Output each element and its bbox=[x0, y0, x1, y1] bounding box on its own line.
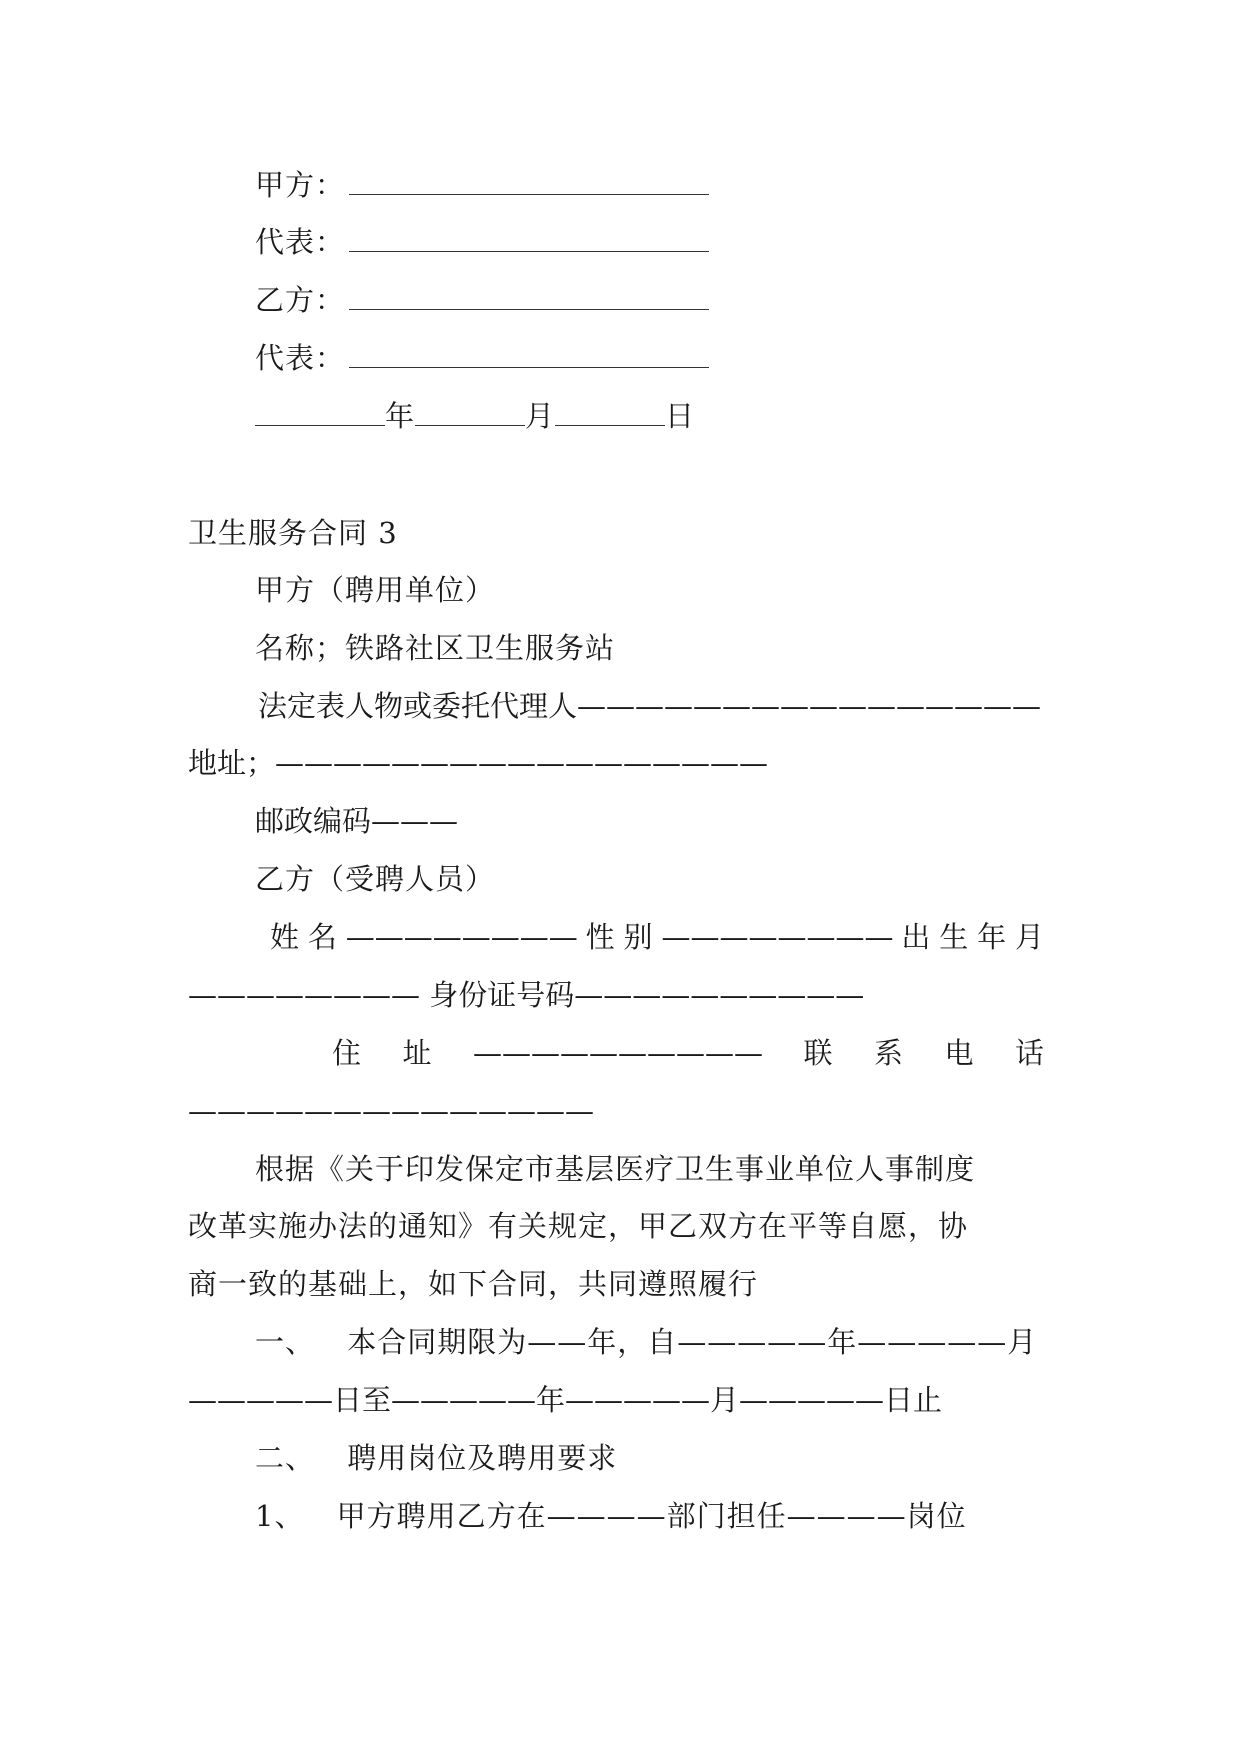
personal-word: 月 bbox=[1014, 920, 1045, 954]
personal-info-row bbox=[270, 917, 1045, 957]
personal-word: 姓 bbox=[270, 920, 301, 954]
personal-word: 生 bbox=[939, 920, 970, 954]
gender-blank: ———————— bbox=[661, 920, 894, 954]
body-line-3: 商一致的基础上，如下合同，共同遵照履行 bbox=[188, 1267, 759, 1301]
year-label: 年 bbox=[385, 399, 416, 433]
name-line: 名称；铁路社区卫生服务站 bbox=[255, 631, 616, 665]
address-line: 地址；————————————————— bbox=[188, 746, 769, 780]
signature-party-b bbox=[255, 280, 709, 320]
residence-cont: —————————————— bbox=[188, 1094, 594, 1128]
residence-row bbox=[332, 1033, 1045, 1073]
day-blank bbox=[555, 399, 665, 426]
name-blank: ———————— bbox=[345, 920, 578, 954]
signature-date bbox=[255, 396, 695, 436]
term-2-line bbox=[255, 1438, 617, 1478]
rep-2-label: 代表： bbox=[255, 341, 346, 375]
party-b-blank bbox=[349, 283, 709, 310]
party-a-blank bbox=[349, 168, 709, 195]
item-1-text: 甲方聘用乙方在————部门担任————岗位 bbox=[336, 1499, 967, 1533]
month-label: 月 bbox=[525, 399, 556, 433]
legal-rep-line: 法定表人物或委托代理人———————————————— bbox=[258, 689, 1042, 723]
day-label: 日 bbox=[665, 399, 696, 433]
term-2-number: 二、 bbox=[255, 1441, 316, 1475]
party-b-heading: 乙方（受聘人员） bbox=[255, 862, 496, 896]
party-a-heading: 甲方（聘用单位） bbox=[255, 573, 496, 607]
term-1-line bbox=[255, 1322, 1037, 1362]
residence-word: 住 bbox=[332, 1036, 363, 1070]
signature-rep-2 bbox=[255, 338, 709, 378]
residence-word: 话 bbox=[1014, 1036, 1045, 1070]
personal-word: 别 bbox=[623, 920, 654, 954]
party-a-label: 甲方： bbox=[255, 168, 346, 202]
personal-word: 出 bbox=[901, 920, 932, 954]
personal-word: 性 bbox=[585, 920, 616, 954]
personal-info-cont: ———————— 身份证号码—————————— bbox=[188, 978, 865, 1012]
body-line-2: 改革实施办法的通知》有关规定，甲乙双方在平等自愿，协 bbox=[188, 1209, 969, 1243]
personal-word: 年 bbox=[977, 920, 1008, 954]
term-1-number: 一、 bbox=[255, 1325, 316, 1359]
personal-word: 名 bbox=[307, 920, 338, 954]
postal-line: 邮政编码——— bbox=[255, 804, 459, 838]
term-2-text: 聘用岗位及聘用要求 bbox=[347, 1441, 618, 1475]
residence-word: 电 bbox=[944, 1036, 975, 1070]
residence-word: 联 bbox=[803, 1036, 834, 1070]
item-1-number: 1、 bbox=[255, 1499, 305, 1533]
body-line-1: 根据《关于印发保定市基层医疗卫生事业单位人事制度 bbox=[255, 1152, 976, 1186]
term-1-text: 本合同期限为——年，自—————年—————月 bbox=[347, 1325, 1038, 1359]
signature-rep-1 bbox=[255, 222, 709, 262]
rep-1-blank bbox=[349, 225, 709, 252]
year-blank bbox=[255, 399, 385, 426]
residence-word: 址 bbox=[402, 1036, 433, 1070]
item-1-line bbox=[255, 1496, 967, 1536]
rep-2-blank bbox=[349, 341, 709, 368]
party-b-label: 乙方： bbox=[255, 283, 346, 317]
month-blank bbox=[415, 399, 525, 426]
rep-1-label: 代表： bbox=[255, 225, 346, 259]
term-1-cont: —————日至—————年—————月—————日止 bbox=[188, 1383, 943, 1417]
residence-word: 系 bbox=[873, 1036, 904, 1070]
residence-blank: —————————— bbox=[473, 1036, 763, 1070]
signature-party-a bbox=[255, 165, 709, 205]
contract-title: 卫生服务合同 3 bbox=[188, 516, 398, 550]
